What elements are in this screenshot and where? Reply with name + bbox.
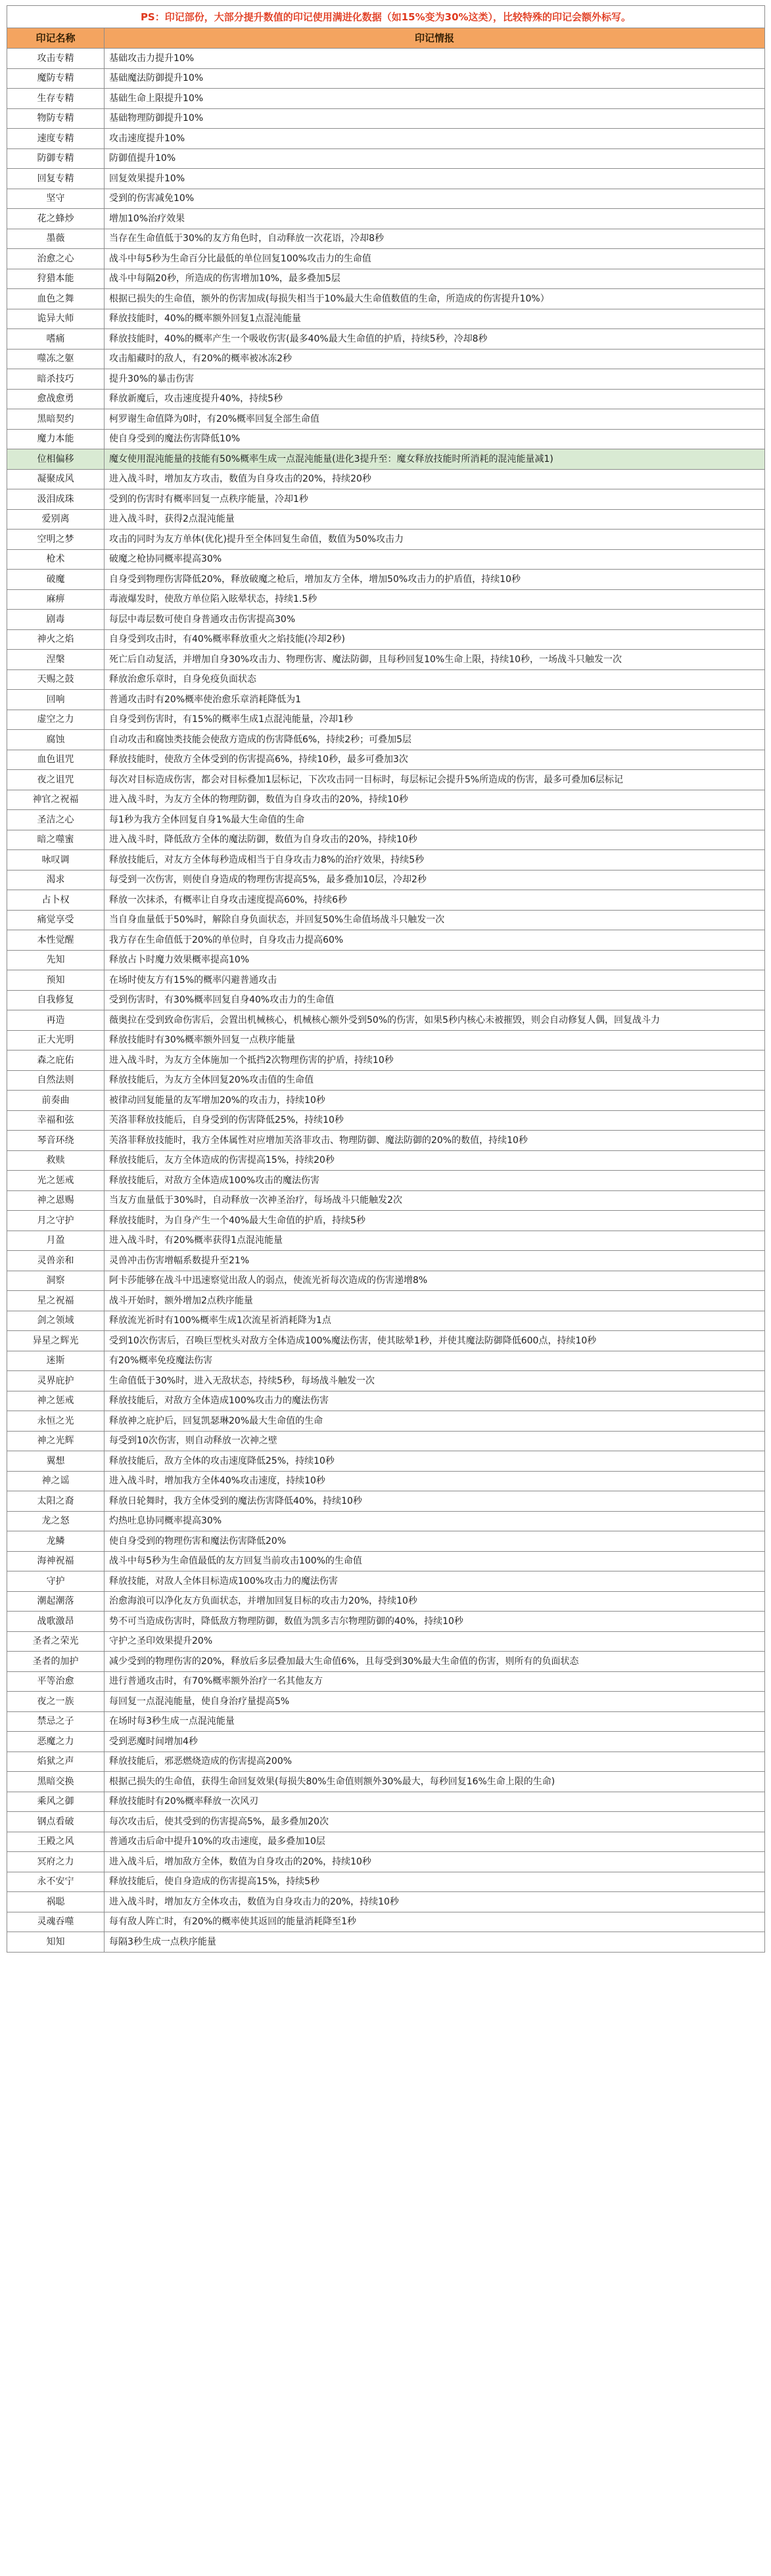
imprint-name: 永恒之光 bbox=[7, 1411, 105, 1431]
imprint-info: 受到10次伤害后，召唤巨型枕头对敌方全体造成100%魔法伤害，使其眩晕1秒，并使其魔法防御降低600点，持续10秒 bbox=[105, 1331, 765, 1351]
imprint-name: 攻击专精 bbox=[7, 49, 105, 68]
imprint-info: 释放技能时，40%的概率额外回复1点混沌能量 bbox=[105, 309, 765, 329]
imprint-info: 毒液爆发时，使敌方单位陷入眩晕状态，持续1.5秒 bbox=[105, 590, 765, 610]
imprint-info: 每受到一次伤害，则使自身造成的物理伤害提高5%，最多叠加10层，冷却2秒 bbox=[105, 870, 765, 890]
imprint-name: 嗜痛 bbox=[7, 329, 105, 349]
imprint-name: 夜之诅咒 bbox=[7, 770, 105, 790]
imprint-name: 虚空之力 bbox=[7, 710, 105, 730]
imprint-name: 破魔 bbox=[7, 570, 105, 589]
imprint-info: 我方存在生命值低于20%的单位时，自身攻击力提高60% bbox=[105, 930, 765, 950]
table-row bbox=[7, 1111, 765, 1131]
table-row bbox=[7, 1592, 765, 1612]
imprint-name: 诡异大师 bbox=[7, 309, 105, 329]
table-row bbox=[7, 1812, 765, 1832]
header-info: 印记情报 bbox=[105, 28, 765, 48]
imprint-info: 释放技能后，邪恶燃烧造成的伤害提高200% bbox=[105, 1752, 765, 1772]
imprint-info: 战斗开始时，额外增加2点秩序能量 bbox=[105, 1291, 765, 1311]
imprint-info: 根据己损失的生命值，获得生命回复效果(每损失80%生命值则额外30%最大，每秒回复16%生命上限的生命) bbox=[105, 1772, 765, 1792]
imprint-name: 圣者之荣光 bbox=[7, 1632, 105, 1652]
table-row bbox=[7, 570, 765, 590]
imprint-name: 乘风之御 bbox=[7, 1792, 105, 1812]
table-row bbox=[7, 650, 765, 670]
imprint-info: 受到的伤害时有概率回复一点秩序能量，冷却1秒 bbox=[105, 489, 765, 509]
imprint-name: 神之谣 bbox=[7, 1472, 105, 1491]
imprint-name: 自我修复 bbox=[7, 991, 105, 1010]
imprint-name: 禁忌之子 bbox=[7, 1712, 105, 1732]
imprint-info: 使自身受到的魔法伤害降低10% bbox=[105, 430, 765, 449]
imprint-info: 回复效果提升10% bbox=[105, 169, 765, 189]
imprint-name: 枪术 bbox=[7, 550, 105, 570]
imprint-name: 翼想 bbox=[7, 1451, 105, 1471]
imprint-info: 根据已损失的生命值，额外的伤害加成(每损失相当于10%最大生命值数值的生命，所造成的伤害提升10%） bbox=[105, 289, 765, 309]
table-row bbox=[7, 449, 765, 470]
table-row bbox=[7, 1331, 765, 1351]
imprint-info: 在场时每3秒生成一点混沌能量 bbox=[105, 1712, 765, 1732]
table-row bbox=[7, 1892, 765, 1912]
imprint-name: 前奏曲 bbox=[7, 1091, 105, 1110]
imprint-info: 每1秒为我方全体回复自身1%最大生命值的生命 bbox=[105, 810, 765, 830]
imprint-info: 进行普通攻击时，有70%概率额外治疗一名其他友方 bbox=[105, 1672, 765, 1692]
imprint-name: 再造 bbox=[7, 1010, 105, 1030]
table-row bbox=[7, 1451, 765, 1472]
table-row bbox=[7, 850, 765, 870]
table-row bbox=[7, 329, 765, 350]
table-row bbox=[7, 1151, 765, 1171]
imprint-info: 在场时使友方有15%的概率闪避普通攻击 bbox=[105, 970, 765, 990]
imprint-name: 血色诅咒 bbox=[7, 750, 105, 770]
table-row bbox=[7, 1411, 765, 1432]
imprint-name: 龙之怒 bbox=[7, 1512, 105, 1531]
imprint-name: 神之恩赐 bbox=[7, 1191, 105, 1211]
imprint-name: 灵兽亲和 bbox=[7, 1251, 105, 1271]
imprint-name: 正大光明 bbox=[7, 1031, 105, 1051]
table-row bbox=[7, 951, 765, 971]
table-row bbox=[7, 970, 765, 991]
table-row bbox=[7, 1251, 765, 1271]
table-row bbox=[7, 1872, 765, 1893]
imprint-info: 释放技能后，对友方全体每秒造成相当于自身攻击力8%的治疗效果，持续5秒 bbox=[105, 850, 765, 870]
imprint-name: 痛觉享受 bbox=[7, 911, 105, 930]
table-row bbox=[7, 1732, 765, 1752]
imprint-info: 释放流光祈时有100%概率生成1次流星祈消耗降为1点 bbox=[105, 1311, 765, 1331]
imprint-name: 灵界庇护 bbox=[7, 1371, 105, 1391]
imprint-table bbox=[7, 5, 765, 1953]
imprint-info: 魔女使用混沌能量的技能有50%概率生成一点混沌能量(进化3提升至：魔女释放技能时所消耗的混沌能量减1) bbox=[105, 449, 765, 469]
imprint-info: 每隔3秒生成一点秩序能量 bbox=[105, 1932, 765, 1952]
table-row bbox=[7, 790, 765, 811]
imprint-name: 噬冻之躯 bbox=[7, 350, 105, 369]
imprint-info: 有20%概率免疫魔法伤害 bbox=[105, 1351, 765, 1371]
imprint-name: 墨薇 bbox=[7, 229, 105, 249]
table-row bbox=[7, 1832, 765, 1853]
imprint-info: 进入战斗后，增加敌方全体，数值为自身攻击的20%，持续10秒 bbox=[105, 1852, 765, 1872]
imprint-info: 增加10%治疗效果 bbox=[105, 209, 765, 229]
table-row bbox=[7, 1191, 765, 1211]
imprint-info: 释放技能时有20%概率释放一次风刃 bbox=[105, 1792, 765, 1812]
imprint-name: 恶魔之力 bbox=[7, 1732, 105, 1751]
table-row bbox=[7, 69, 765, 89]
table-row bbox=[7, 1051, 765, 1071]
table-row bbox=[7, 309, 765, 330]
imprint-info: 当存在生命值低于30%的友方角色时，自动释放一次花语，冷却8秒 bbox=[105, 229, 765, 249]
table-row bbox=[7, 770, 765, 790]
imprint-info: 芙洛菲释放技能后，自身受到的伤害降低25%，持续10秒 bbox=[105, 1111, 765, 1131]
imprint-info: 进入战斗时，增加友方全体攻击，数值为自身攻击力的20%，持续10秒 bbox=[105, 1892, 765, 1912]
table-row bbox=[7, 1491, 765, 1512]
imprint-name: 先知 bbox=[7, 951, 105, 970]
table-row bbox=[7, 1531, 765, 1552]
table-row bbox=[7, 530, 765, 550]
table-row bbox=[7, 1752, 765, 1773]
imprint-info: 生命值低于30%时，进入无敌状态，持续5秒，每场战斗触发一次 bbox=[105, 1371, 765, 1391]
table-row bbox=[7, 129, 765, 149]
table-row bbox=[7, 1231, 765, 1252]
imprint-info: 每受到10次伤害，则自动释放一次神之壁 bbox=[105, 1432, 765, 1451]
table-row bbox=[7, 710, 765, 731]
imprint-name: 生存专精 bbox=[7, 89, 105, 108]
table-row bbox=[7, 369, 765, 390]
imprint-name: 占卜权 bbox=[7, 890, 105, 910]
table-row bbox=[7, 470, 765, 490]
imprint-info: 灵兽冲击伤害增幅系数提升至21% bbox=[105, 1251, 765, 1271]
imprint-name: 愈战愈勇 bbox=[7, 390, 105, 409]
imprint-info: 基础攻击力提升10% bbox=[105, 49, 765, 68]
table-row bbox=[7, 610, 765, 630]
table-row bbox=[7, 930, 765, 951]
imprint-info: 当自身血量低于50%时，解除自身负面状态，并回复50%生命值场战斗只触发一次 bbox=[105, 911, 765, 930]
imprint-info: 基础物理防御提升10% bbox=[105, 109, 765, 129]
imprint-info: 自身受到物理伤害降低20%，释放破魔之枪后，增加友方全体，增加50%攻击力的护盾值，持续10秒 bbox=[105, 570, 765, 589]
table-row bbox=[7, 991, 765, 1011]
imprint-info: 死亡后自动复活，并增加自身30%攻击力、物理伤害、魔法防御，且每秒回复10%生命上限，持续10秒，一场战斗只触发一次 bbox=[105, 650, 765, 669]
imprint-info: 进入战斗时，为友方全体的物理防御，数值为自身攻击的20%，持续10秒 bbox=[105, 790, 765, 810]
imprint-info: 基础魔法防御提升10% bbox=[105, 69, 765, 89]
imprint-info: 进入战斗时，降低敌方全体的魔法防御，数值为自身攻击的20%，持续10秒 bbox=[105, 830, 765, 850]
imprint-name: 自然法则 bbox=[7, 1071, 105, 1091]
imprint-info: 基础生命上限提升10% bbox=[105, 89, 765, 108]
imprint-info: 攻击船藏时的敌人，有20%的概率被冰冻2秒 bbox=[105, 350, 765, 369]
table-row bbox=[7, 911, 765, 931]
imprint-name: 剑之领域 bbox=[7, 1311, 105, 1331]
imprint-name: 救赎 bbox=[7, 1151, 105, 1171]
imprint-name: 黑暗交换 bbox=[7, 1772, 105, 1792]
imprint-info: 阿卡莎能够在战斗中迅速察觉出敌人的弱点，使流光祈每次造成的伤害递增8% bbox=[105, 1271, 765, 1291]
imprint-name: 花之蜂炒 bbox=[7, 209, 105, 229]
imprint-name: 异星之辉光 bbox=[7, 1331, 105, 1351]
note-row bbox=[7, 6, 765, 28]
imprint-name: 冥府之力 bbox=[7, 1852, 105, 1872]
imprint-name: 战歌激昂 bbox=[7, 1612, 105, 1631]
imprint-info: 进入战斗时，增加我方全体40%攻击速度，持续10秒 bbox=[105, 1472, 765, 1491]
imprint-info: 自动攻击和腐蚀类技能会使敌方造成的伤害降低6%，持续2秒；可叠加5层 bbox=[105, 730, 765, 750]
table-row bbox=[7, 89, 765, 109]
imprint-name: 神火之焰 bbox=[7, 630, 105, 650]
imprint-info: 进入战斗时，有20%概率获得1点混沌能量 bbox=[105, 1231, 765, 1251]
table-row bbox=[7, 1692, 765, 1712]
table-row bbox=[7, 1852, 765, 1872]
imprint-name: 黑暗契约 bbox=[7, 409, 105, 429]
table-row bbox=[7, 1211, 765, 1231]
table-row bbox=[7, 209, 765, 229]
imprint-name: 回响 bbox=[7, 690, 105, 710]
imprint-info: 每有敌人阵亡时，有20%的概率使其返回的能量消耗降至1秒 bbox=[105, 1912, 765, 1932]
imprint-name: 暗之噬蜜 bbox=[7, 830, 105, 850]
imprint-info: 使自身受到的物理伤害和魔法伤害降低20% bbox=[105, 1531, 765, 1551]
table-header bbox=[7, 28, 765, 49]
imprint-info: 提升30%的暴击伤害 bbox=[105, 369, 765, 389]
imprint-name: 坚守 bbox=[7, 189, 105, 209]
table-row bbox=[7, 1031, 765, 1051]
imprint-name: 血色之舞 bbox=[7, 289, 105, 309]
imprint-name: 暗杀技巧 bbox=[7, 369, 105, 389]
table-row bbox=[7, 1291, 765, 1311]
imprint-name: 麻痹 bbox=[7, 590, 105, 610]
imprint-name: 速度专精 bbox=[7, 129, 105, 148]
table-body bbox=[7, 49, 765, 1953]
imprint-name: 祸聪 bbox=[7, 1892, 105, 1912]
imprint-name: 神之光辉 bbox=[7, 1432, 105, 1451]
table-row bbox=[7, 1351, 765, 1372]
imprint-name: 天赐之鼓 bbox=[7, 670, 105, 690]
imprint-info: 释放占卜时魔力效果概率提高10% bbox=[105, 951, 765, 970]
imprint-name: 洞察 bbox=[7, 1271, 105, 1291]
imprint-name: 腐蚀 bbox=[7, 730, 105, 750]
table-row bbox=[7, 1932, 765, 1953]
imprint-name: 回复专精 bbox=[7, 169, 105, 189]
imprint-name: 灵魂吞噬 bbox=[7, 1912, 105, 1932]
imprint-info: 受到恶魔时间增加4秒 bbox=[105, 1732, 765, 1751]
table-row bbox=[7, 1071, 765, 1091]
table-row bbox=[7, 1472, 765, 1492]
imprint-info: 灼热吐息协同概率提高30% bbox=[105, 1512, 765, 1531]
imprint-info: 势不可当造成伤害时，降低敌方物理防御，数值为凯多吉尔物理防御的40%，持续10秒 bbox=[105, 1612, 765, 1631]
imprint-name: 森之庇佑 bbox=[7, 1051, 105, 1070]
imprint-info: 受到伤害时，有30%概率回复自身40%攻击力的生命值 bbox=[105, 991, 765, 1010]
table-row bbox=[7, 229, 765, 250]
imprint-name: 凝聚成风 bbox=[7, 470, 105, 489]
imprint-info: 战斗中每隔20秒，所造成的伤害增加10%，最多叠加5层 bbox=[105, 269, 765, 289]
imprint-info: 释放新魔后，攻击速度提升40%，持续5秒 bbox=[105, 390, 765, 409]
imprint-name: 圣洁之心 bbox=[7, 810, 105, 830]
imprint-name: 爱别离 bbox=[7, 510, 105, 530]
imprint-name: 神之惩戒 bbox=[7, 1391, 105, 1411]
imprint-name: 夜之一族 bbox=[7, 1692, 105, 1711]
imprint-name: 太阳之裔 bbox=[7, 1491, 105, 1511]
imprint-info: 当友方血量低于30%时，自动释放一次神圣治疗，每场战斗只能触发2次 bbox=[105, 1191, 765, 1211]
table-row bbox=[7, 1672, 765, 1692]
table-row bbox=[7, 810, 765, 830]
table-row bbox=[7, 630, 765, 650]
imprint-name: 渴求 bbox=[7, 870, 105, 890]
imprint-name: 魔力本能 bbox=[7, 430, 105, 449]
table-row bbox=[7, 1010, 765, 1031]
imprint-info: 释放技能后，对敌方全体造成100%攻击力的魔法伤害 bbox=[105, 1391, 765, 1411]
imprint-info: 进入战斗时，增加友方攻击，数值为自身攻击的20%，持续20秒 bbox=[105, 470, 765, 489]
imprint-info: 释放技能后，为友方全体回复20%攻击值的生命值 bbox=[105, 1071, 765, 1091]
table-row bbox=[7, 1171, 765, 1191]
table-row bbox=[7, 1792, 765, 1813]
note-text: PS：印记部份，大部分提升数值的印记使用满进化数据（如15%变为30%这类），比较特殊的印记会额外标写。 bbox=[7, 6, 765, 28]
imprint-name: 预知 bbox=[7, 970, 105, 990]
imprint-name: 魔防专精 bbox=[7, 69, 105, 89]
table-row bbox=[7, 489, 765, 510]
imprint-info: 破魔之枪协同概率提高30% bbox=[105, 550, 765, 570]
imprint-info: 薇奥拉在受到致命伤害后，会置出机械核心，机械核心额外受到50%的伤害，如果5秒内核心未被摧毁，则会自动修复人偶，回复战斗力 bbox=[105, 1010, 765, 1030]
imprint-info: 释放一次抹杀，有概率让自身攻击速度提高60%，持续6秒 bbox=[105, 890, 765, 910]
table-row bbox=[7, 109, 765, 129]
imprint-name: 龙鳞 bbox=[7, 1531, 105, 1551]
imprint-name: 幸福和弦 bbox=[7, 1111, 105, 1131]
table-row bbox=[7, 670, 765, 690]
imprint-name: 圣者的加护 bbox=[7, 1652, 105, 1671]
imprint-info: 每回复一点混沌能量，使自身治疗量提高5% bbox=[105, 1692, 765, 1711]
imprint-info: 战斗中每5秒为生命百分比最低的单位回复100%攻击力的生命值 bbox=[105, 249, 765, 269]
imprint-info: 进入战斗时，为友方全体施加一个抵挡2次物理伤害的护盾，持续10秒 bbox=[105, 1051, 765, 1070]
imprint-info: 释放技能后，使自身造成的伤害提高15%，持续5秒 bbox=[105, 1872, 765, 1892]
imprint-info: 释放技能时，使敌方全体受到的伤害提高6%，持续10秒，最多可叠加3次 bbox=[105, 750, 765, 770]
imprint-info: 防御值提升10% bbox=[105, 149, 765, 169]
table-row bbox=[7, 1131, 765, 1151]
table-row bbox=[7, 1552, 765, 1572]
imprint-info: 每层中毒层数可使自身普通攻击伤害提高30% bbox=[105, 610, 765, 629]
table-row bbox=[7, 269, 765, 290]
imprint-name: 治愈之心 bbox=[7, 249, 105, 269]
imprint-info: 守护之圣印效果提升20% bbox=[105, 1632, 765, 1652]
imprint-name: 剧毒 bbox=[7, 610, 105, 629]
table-row bbox=[7, 1632, 765, 1652]
table-row bbox=[7, 1571, 765, 1592]
imprint-name: 迷斯 bbox=[7, 1351, 105, 1371]
table-row bbox=[7, 149, 765, 169]
imprint-name: 平等治愈 bbox=[7, 1672, 105, 1692]
table-row bbox=[7, 1772, 765, 1792]
table-row bbox=[7, 1371, 765, 1391]
table-row bbox=[7, 1432, 765, 1452]
imprint-info: 释放治愈乐章时，自身免疫负面状态 bbox=[105, 670, 765, 690]
imprint-name: 汲泪成珠 bbox=[7, 489, 105, 509]
imprint-info: 释放技能时，40%的概率产生一个吸收伤害(最多40%最大生命值的护盾，持续5秒，冷却8秒 bbox=[105, 329, 765, 349]
imprint-info: 释放日轮舞时，我方全体受到的魔法伤害降低40%，持续10秒 bbox=[105, 1491, 765, 1511]
imprint-name: 潮起潮落 bbox=[7, 1592, 105, 1612]
header-name: 印记名称 bbox=[7, 28, 105, 48]
table-row bbox=[7, 830, 765, 851]
table-row bbox=[7, 510, 765, 530]
imprint-name: 王殿之风 bbox=[7, 1832, 105, 1852]
table-row bbox=[7, 409, 765, 430]
imprint-info: 减少受到的物理伤害的20%，释放后多层叠加最大生命值6%，且每受到30%最大生命值的伤害，则所有的负面状态 bbox=[105, 1652, 765, 1671]
imprint-name: 月盈 bbox=[7, 1231, 105, 1251]
table-row bbox=[7, 870, 765, 891]
imprint-info: 释放技能时有30%概率额外回复一点秩序能量 bbox=[105, 1031, 765, 1051]
imprint-name: 光之惩戒 bbox=[7, 1171, 105, 1190]
imprint-name: 咏叹调 bbox=[7, 850, 105, 870]
imprint-name: 焰狱之声 bbox=[7, 1752, 105, 1772]
table-row bbox=[7, 1912, 765, 1933]
table-row bbox=[7, 49, 765, 69]
imprint-info: 释放技能，对敌人全体目标造成100%攻击力的魔法伤害 bbox=[105, 1571, 765, 1591]
table-row bbox=[7, 730, 765, 750]
table-row bbox=[7, 1391, 765, 1412]
imprint-name: 守护 bbox=[7, 1571, 105, 1591]
table-row bbox=[7, 1712, 765, 1732]
table-row bbox=[7, 249, 765, 269]
imprint-name: 物防专精 bbox=[7, 109, 105, 129]
imprint-name: 海神祝福 bbox=[7, 1552, 105, 1571]
table-row bbox=[7, 1612, 765, 1632]
imprint-info: 攻击的同时为友方单体(优化)提升至全体回复生命值，数值为50%攻击力 bbox=[105, 530, 765, 549]
imprint-info: 释放技能后，敌方全体的攻击速度降低25%，持续10秒 bbox=[105, 1451, 765, 1471]
table-row bbox=[7, 1652, 765, 1672]
table-row bbox=[7, 750, 765, 771]
imprint-info: 自身受到伤害时，有15%的概率生成1点混沌能量，冷却1秒 bbox=[105, 710, 765, 730]
table-row bbox=[7, 1311, 765, 1332]
imprint-name: 琴音环绕 bbox=[7, 1131, 105, 1150]
imprint-info: 受到的伤害减免10% bbox=[105, 189, 765, 209]
imprint-name: 神官之祝福 bbox=[7, 790, 105, 810]
imprint-name: 空明之梦 bbox=[7, 530, 105, 549]
table-row bbox=[7, 350, 765, 370]
imprint-info: 释放技能后，对敌方全体造成100%攻击的魔法伤害 bbox=[105, 1171, 765, 1190]
imprint-name: 永不安宁 bbox=[7, 1872, 105, 1892]
imprint-info: 释放技能时，为自身产生一个40%最大生命值的护盾，持续5秒 bbox=[105, 1211, 765, 1231]
table-row bbox=[7, 430, 765, 450]
imprint-name: 星之祝福 bbox=[7, 1291, 105, 1311]
table-row bbox=[7, 390, 765, 410]
table-row bbox=[7, 1512, 765, 1532]
table-row bbox=[7, 169, 765, 189]
imprint-info: 柯罗谢生命值降为0时，有20%概率回复全部生命值 bbox=[105, 409, 765, 429]
imprint-name: 本性觉醒 bbox=[7, 930, 105, 950]
imprint-info: 释放技能后，友方全体造成的伤害提高15%，持续20秒 bbox=[105, 1151, 765, 1171]
imprint-info: 被律动回复能量的友军增加20%的攻击力，持续10秒 bbox=[105, 1091, 765, 1110]
table-row bbox=[7, 690, 765, 710]
imprint-info: 释放神之庇护后，回复凯瑟琳20%最大生命值的生命 bbox=[105, 1411, 765, 1431]
imprint-info: 攻击速度提升10% bbox=[105, 129, 765, 148]
imprint-name: 位相偏移 bbox=[7, 449, 105, 469]
imprint-info: 自身受到攻击时，有40%概率释放重火之焰技能(冷却2秒) bbox=[105, 630, 765, 650]
imprint-info: 治愈海浪可以净化友方负面状态，并增加回复目标的攻击力20%，持续10秒 bbox=[105, 1592, 765, 1612]
imprint-info: 每次攻击后，使其受到的伤害提高5%，最多叠加20次 bbox=[105, 1812, 765, 1832]
table-row bbox=[7, 590, 765, 610]
imprint-info: 芙洛菲释放技能时，我方全体属性对应增加芙洛菲攻击、物理防御、魔法防御的20%的数值，持续10秒 bbox=[105, 1131, 765, 1150]
imprint-info: 每次对目标造成伤害，都会对目标叠加1层标记，下次攻击同一目标时，每层标记会提升5%所造成的伤害，最多可叠加6层标记 bbox=[105, 770, 765, 790]
imprint-name: 防御专精 bbox=[7, 149, 105, 169]
imprint-name: 月之守护 bbox=[7, 1211, 105, 1231]
table-row bbox=[7, 1091, 765, 1111]
table-row bbox=[7, 1271, 765, 1292]
table-row bbox=[7, 289, 765, 309]
table-row bbox=[7, 890, 765, 911]
imprint-info: 普通攻击时有20%概率使治愈乐章消耗降低为1 bbox=[105, 690, 765, 710]
imprint-info: 战斗中每5秒为生命值最低的友方回复当前攻击100%的生命值 bbox=[105, 1552, 765, 1571]
imprint-name: 涅槃 bbox=[7, 650, 105, 669]
imprint-name: 钢点看破 bbox=[7, 1812, 105, 1832]
imprint-info: 普通攻击后命中提升10%的攻击速度，最多叠加10层 bbox=[105, 1832, 765, 1852]
imprint-name: 知知 bbox=[7, 1932, 105, 1952]
imprint-info: 进入战斗时，获得2点混沌能量 bbox=[105, 510, 765, 530]
table-row bbox=[7, 189, 765, 210]
table-row bbox=[7, 550, 765, 570]
imprint-name: 狩猎本能 bbox=[7, 269, 105, 289]
